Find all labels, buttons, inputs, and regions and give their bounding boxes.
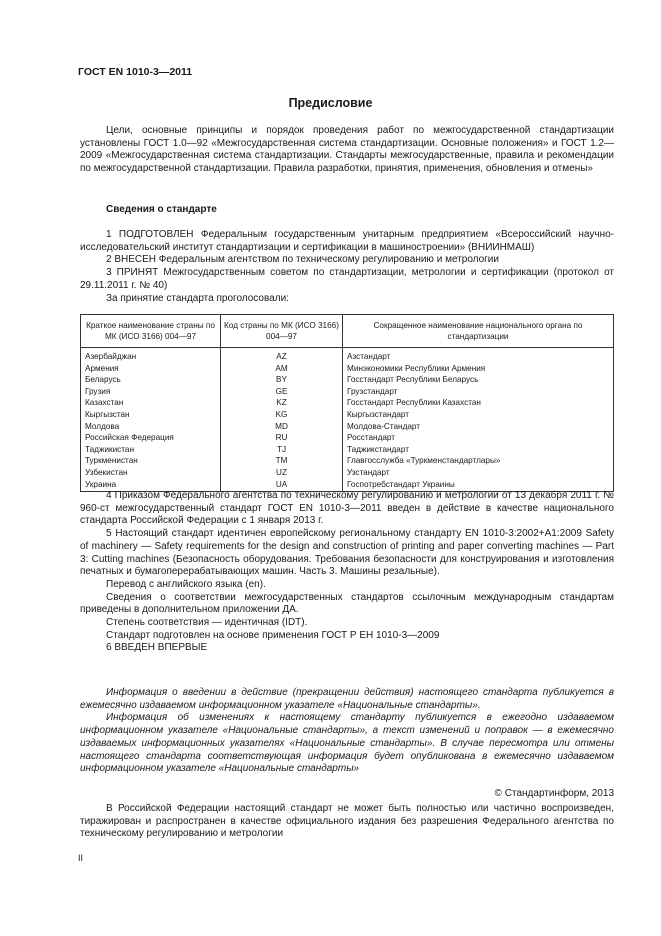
country-cell: Кыргызстан bbox=[81, 409, 221, 421]
legal-notice bbox=[80, 803, 614, 841]
body-cell: Госпотребстандарт Украины bbox=[343, 479, 614, 492]
code-cell: UA bbox=[221, 479, 343, 492]
code-cell: MD bbox=[221, 421, 343, 433]
country-cell: Азербайджан bbox=[81, 348, 221, 363]
code-cell: KG bbox=[221, 409, 343, 421]
body-cell: Росстандарт bbox=[343, 432, 614, 444]
standard-info-heading: Сведения о стандарте bbox=[106, 204, 217, 215]
table-row bbox=[81, 455, 614, 467]
table-row bbox=[81, 386, 614, 398]
item-submitted: 2 ВНЕСЕН Федеральным агентством по техническому регулированию и метрологии bbox=[106, 254, 499, 266]
body-cell: Госстандарт Республики Беларусь bbox=[343, 374, 614, 386]
table-header-row bbox=[81, 315, 614, 348]
publication-note-1: Информация о введении в действие (прекращении действия) настоящего стандарта публикуется в ежемесячно издаваемом информационном указателе «Национальные стандарты». bbox=[80, 687, 614, 711]
page-title: Предисловие bbox=[288, 96, 373, 110]
voted-caption: За принятие стандарта проголосовали: bbox=[106, 292, 289, 304]
country-cell: Украина bbox=[81, 479, 221, 492]
page-number: II bbox=[78, 853, 84, 863]
item-introduced: 6 ВВЕДЕН ВПЕРВЫЕ bbox=[106, 642, 208, 654]
copyright-line: © Стандартинформ, 2013 bbox=[494, 788, 614, 799]
intro-section bbox=[80, 125, 614, 176]
country-cell: Российская Федерация bbox=[81, 432, 221, 444]
translation-note: Перевод с английского языка (en). bbox=[106, 578, 266, 590]
code-cell: RU bbox=[221, 432, 343, 444]
code-cell: TJ bbox=[221, 444, 343, 456]
table-row bbox=[81, 348, 614, 363]
code-cell: AZ bbox=[221, 348, 343, 363]
implementation-section bbox=[80, 490, 614, 655]
table-row bbox=[81, 432, 614, 444]
country-cell: Молдова bbox=[81, 421, 221, 433]
table-header-country: Краткое наименование страны по МК (ИСО 3166) 004—97 bbox=[81, 315, 221, 348]
table-row bbox=[81, 374, 614, 386]
body-cell: Минэкономики Республики Армения bbox=[343, 363, 614, 375]
voting-countries-table bbox=[80, 314, 614, 492]
body-cell: Узстандарт bbox=[343, 467, 614, 479]
publication-notes bbox=[80, 687, 614, 776]
body-cell: Грузстандарт bbox=[343, 386, 614, 398]
country-cell: Беларусь bbox=[81, 374, 221, 386]
code-cell: UZ bbox=[221, 467, 343, 479]
item-order: 4 Приказом Федерального агентства по техническому регулированию и метрологии от 13 декабря 2011 г. № 960-ст межгосударственный стандарт ГОСТ EN 1010-3—2011 введен в действие в качестве национального стандарта Российской Федерации с 1 января 2013 г. bbox=[80, 490, 614, 527]
body-cell: Молдова-Стандарт bbox=[343, 421, 614, 433]
body-cell: Кыргызстандарт bbox=[343, 409, 614, 421]
body-cell: Госстандарт Республики Казахстан bbox=[343, 397, 614, 409]
table-header-body: Сокращенное наименование национального органа по стандартизации bbox=[343, 315, 614, 348]
item-adopted: 3 ПРИНЯТ Межгосударственным советом по стандартизации, метрологии и сертификации (протокол от 29.11.2011 г. № 40) bbox=[80, 267, 614, 291]
item-prepared: 1 ПОДГОТОВЛЕН Федеральным государственным унитарным предприятием «Всероссийский научно-исследовательский институт стандартизации и сертификации в машиностроении» (ВНИИНМАШ) bbox=[80, 229, 614, 253]
item-identical: 5 Настоящий стандарт идентичен европейскому региональному стандарту EN 1010-3:2002+A1:2009 Safety of machinery — Safety requirements for the design and construction of printing and paper converting machines — Part 3: Cutting machines (Безопасность оборудования. Требования безопасности для конструирования и изготовления печатных и бумагоперерабатывающих машин. Часть 3. Машины резальные). bbox=[80, 528, 614, 578]
country-cell: Таджикистан bbox=[81, 444, 221, 456]
code-cell: BY bbox=[221, 374, 343, 386]
code-cell: GE bbox=[221, 386, 343, 398]
standard-info-items bbox=[80, 229, 614, 305]
table-row bbox=[81, 444, 614, 456]
code-cell: KZ bbox=[221, 397, 343, 409]
country-cell: Грузия bbox=[81, 386, 221, 398]
references-note: Сведения о соответствии межгосударственных стандартов ссылочным международным стандартам приведены в дополнительном приложении ДА. bbox=[80, 591, 614, 616]
country-cell: Узбекистан bbox=[81, 467, 221, 479]
degree-note: Степень соответствия — идентичная (IDT). bbox=[106, 617, 308, 629]
country-cell: Туркменистан bbox=[81, 455, 221, 467]
table-header-code: Код страны по МК (ИСО 3166) 004—97 bbox=[221, 315, 343, 348]
based-on-note: Стандарт подготовлен на основе применения ГОСТ Р ЕН 1010-3—2009 bbox=[106, 629, 440, 641]
table-row bbox=[81, 467, 614, 479]
country-cell: Казахстан bbox=[81, 397, 221, 409]
table-row bbox=[81, 397, 614, 409]
body-cell: Азстандарт bbox=[343, 348, 614, 363]
table-row bbox=[81, 363, 614, 375]
table-row bbox=[81, 409, 614, 421]
intro-paragraph: Цели, основные принципы и порядок проведения работ по межгосударственной стандартизации установлены ГОСТ 1.0—92 «Межгосударственная система стандартизации. Основные положения» и ГОСТ 1.2—2009 «Межгосударственная система стандартизации. Стандарты межгосударственные, правила и рекомендации по межгосударственной стандартизации. Правила разработки, принятия, применения, обновления и отмены» bbox=[80, 125, 614, 175]
publication-note-2: Информация об изменениях к настоящему стандарту публикуется в ежегодно издаваемом информационном указателе «Национальные стандарты», а текст изменений и поправок — в ежемесячно издаваемых информационных указателях «Национальные стандарты». В случае пересмотра или отмены настоящего стандарта соответствующая информация будет опубликована в ежемесячно издаваемом информационном указателе «Национальные стандарты» bbox=[80, 712, 614, 775]
code-cell: AM bbox=[221, 363, 343, 375]
standard-designation: ГОСТ EN 1010-3—2011 bbox=[78, 66, 193, 78]
legal-paragraph: В Российской Федерации настоящий стандарт не может быть полностью или частично воспроизведен, тиражирован и распространен в качестве официального издания без разрешения Федерального агентства по техническому регулированию и метрологии bbox=[80, 803, 614, 840]
body-cell: Таджикстандарт bbox=[343, 444, 614, 456]
standard-info-heading-block bbox=[80, 204, 614, 217]
table-row bbox=[81, 421, 614, 433]
body-cell: Главгосслужба «Туркменстандартлары» bbox=[343, 455, 614, 467]
country-cell: Армения bbox=[81, 363, 221, 375]
code-cell: TM bbox=[221, 455, 343, 467]
